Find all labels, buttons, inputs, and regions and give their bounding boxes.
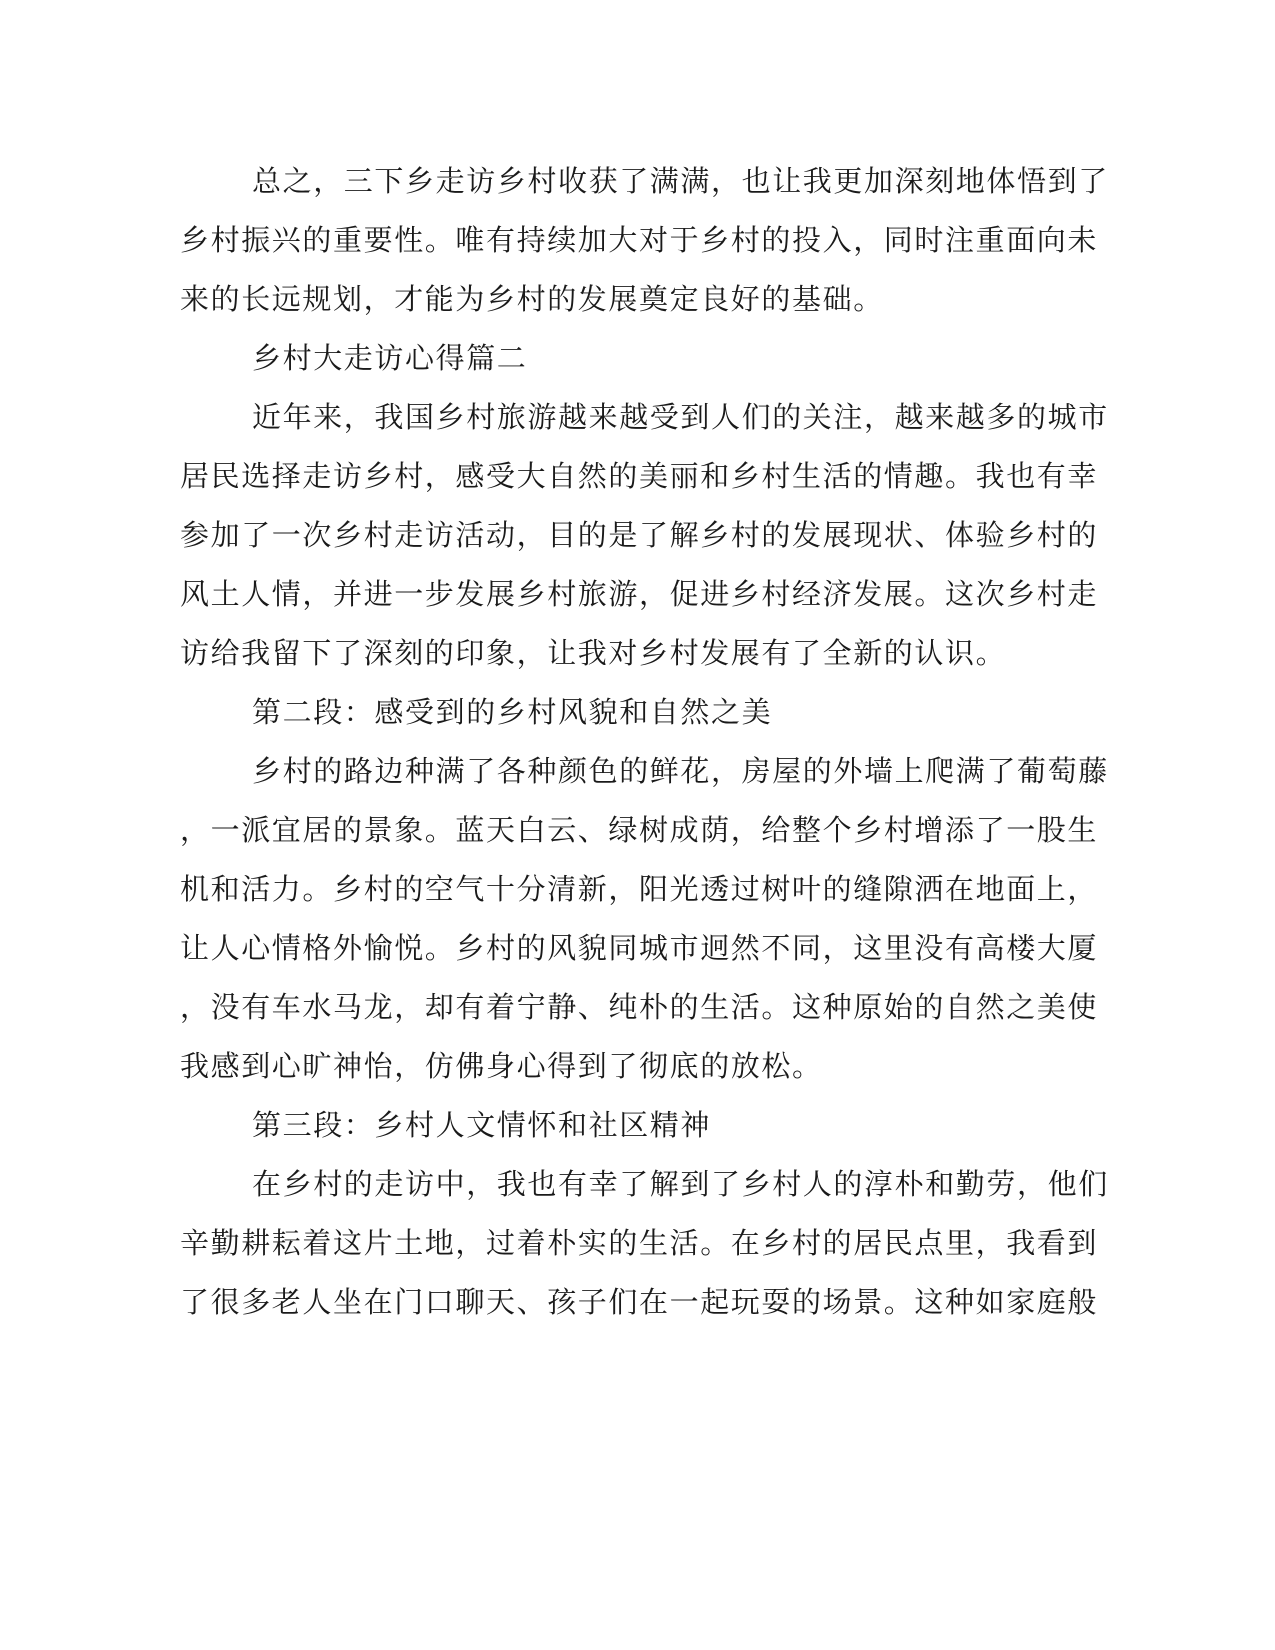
text-line: 辛勤耕耘着这片土地，过着朴实的生活。在乡村的居民点里，我看到 [180, 1226, 1099, 1260]
text-line: 访给我留下了深刻的印象，让我对乡村发展有了全新的认识。 [180, 636, 1007, 670]
text-line: 总之，三下乡走访乡村收获了满满，也让我更加深刻地体悟到了 [252, 164, 1109, 198]
text-line: 让人心情格外愉悦。乡村的风貌同城市迥然不同，这里没有高楼大厦 [180, 931, 1099, 965]
text-line: 我感到心旷神怡，仿佛身心得到了彻底的放松。 [180, 1049, 823, 1083]
text-line: 机和活力。乡村的空气十分清新，阳光透过树叶的缝隙洒在地面上， [180, 872, 1099, 906]
section-heading: 乡村大走访心得篇二 [252, 341, 528, 375]
text-line: 参加了一次乡村走访活动，目的是了解乡村的发展现状、体验乡村的 [180, 518, 1099, 552]
text-line: 乡村振兴的重要性。唯有持续加大对于乡村的投入，同时注重面向未 [180, 223, 1099, 257]
text-line: 居民选择走访乡村，感受大自然的美丽和乡村生活的情趣。我也有幸 [180, 459, 1099, 493]
text-line: ，一派宜居的景象。蓝天白云、绿树成荫，给整个乡村增添了一股生 [180, 813, 1099, 847]
text-line: 乡村的路边种满了各种颜色的鲜花，房屋的外墙上爬满了葡萄藤 [252, 754, 1109, 788]
text-line: ，没有车水马龙，却有着宁静、纯朴的生活。这种原始的自然之美使 [180, 990, 1099, 1024]
section-heading: 第三段：乡村人文情怀和社区精神 [252, 1108, 712, 1142]
text-line: 近年来，我国乡村旅游越来越受到人们的关注，越来越多的城市 [252, 400, 1109, 434]
text-line: 了很多老人坐在门口聊天、孩子们在一起玩耍的场景。这种如家庭般 [180, 1285, 1099, 1319]
text-line: 来的长远规划，才能为乡村的发展奠定良好的基础。 [180, 282, 884, 316]
text-line: 风土人情，并进一步发展乡村旅游，促进乡村经济发展。这次乡村走 [180, 577, 1099, 611]
text-line: 在乡村的走访中，我也有幸了解到了乡村人的淳朴和勤劳，他们 [252, 1167, 1109, 1201]
section-heading: 第二段：感受到的乡村风貌和自然之美 [252, 695, 773, 729]
